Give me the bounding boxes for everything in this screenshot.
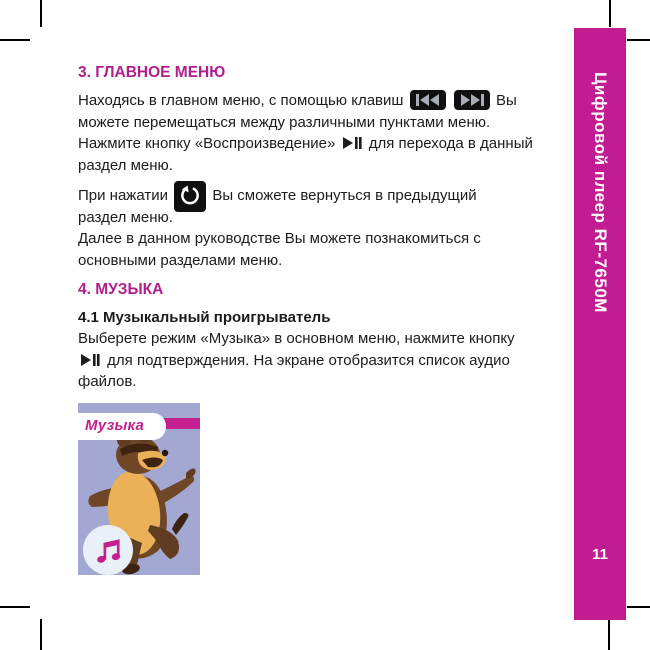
- section-3-heading: 3. ГЛАВНОЕ МЕНЮ: [78, 64, 226, 81]
- crop-mark-bottom-right-vertical: [608, 619, 610, 650]
- skip-next-icon: [454, 90, 490, 110]
- music-note-icon: [92, 534, 124, 566]
- crop-mark-top-right-horizontal: [627, 39, 650, 41]
- paragraph-text: Вы сможете вернуться в предыдущий: [212, 187, 477, 204]
- crop-mark-bottom-right-horizontal: [627, 606, 650, 608]
- paragraph-text: Вы можете перемещаться между различными пунктами меню. Нажмите кнопку «Воспроизведение»: [78, 92, 517, 152]
- sidebar-product-title: Цифровой плеер RF-7650M: [591, 72, 610, 313]
- content-column: [78, 63, 536, 575]
- section-3-paragraph-1: [78, 90, 536, 176]
- page-number: 11: [592, 546, 608, 563]
- return-arrow-icon: [174, 181, 206, 212]
- paragraph-text: Находясь в главном меню, с помощью клавиш: [78, 92, 404, 109]
- paragraph-text: для подтверждения. На экране отобразится список аудио файлов.: [78, 351, 510, 390]
- crop-mark-top-left-vertical: [40, 0, 42, 27]
- player-screenshot-music-menu: [78, 403, 200, 575]
- screen-menu-label-banner: [78, 413, 166, 440]
- crop-mark-top-left-horizontal: [0, 39, 30, 41]
- section-4-heading: 4. МУЗЫКА: [78, 281, 164, 298]
- screen-menu-label: Музыка: [85, 417, 144, 435]
- paragraph-text: для перехода в данный раздел меню.: [78, 135, 533, 174]
- paragraph-text: раздел меню.: [78, 208, 173, 226]
- section-4-1-subheading: 4.1 Музыкальный проигрыватель: [78, 309, 331, 326]
- crop-mark-bottom-left-vertical: [40, 619, 42, 650]
- skip-previous-icon: [410, 90, 446, 110]
- play-pause-icon: [81, 354, 100, 366]
- paragraph-text: Далее в данном руководстве Вы можете познакомиться с основными разделами меню.: [78, 230, 481, 269]
- section-3-paragraph-2: [78, 185, 536, 271]
- sidebar-band: [574, 28, 626, 620]
- music-note-badge: [83, 525, 133, 575]
- section-4-paragraph: [78, 328, 536, 393]
- play-pause-icon: [343, 137, 362, 149]
- crop-mark-top-right-vertical: [609, 0, 611, 27]
- crop-mark-bottom-left-horizontal: [0, 606, 30, 608]
- paragraph-text: При нажатии: [78, 187, 168, 204]
- paragraph-text: Выберете режим «Музыка» в основном меню, нажмите кнопку: [78, 330, 515, 347]
